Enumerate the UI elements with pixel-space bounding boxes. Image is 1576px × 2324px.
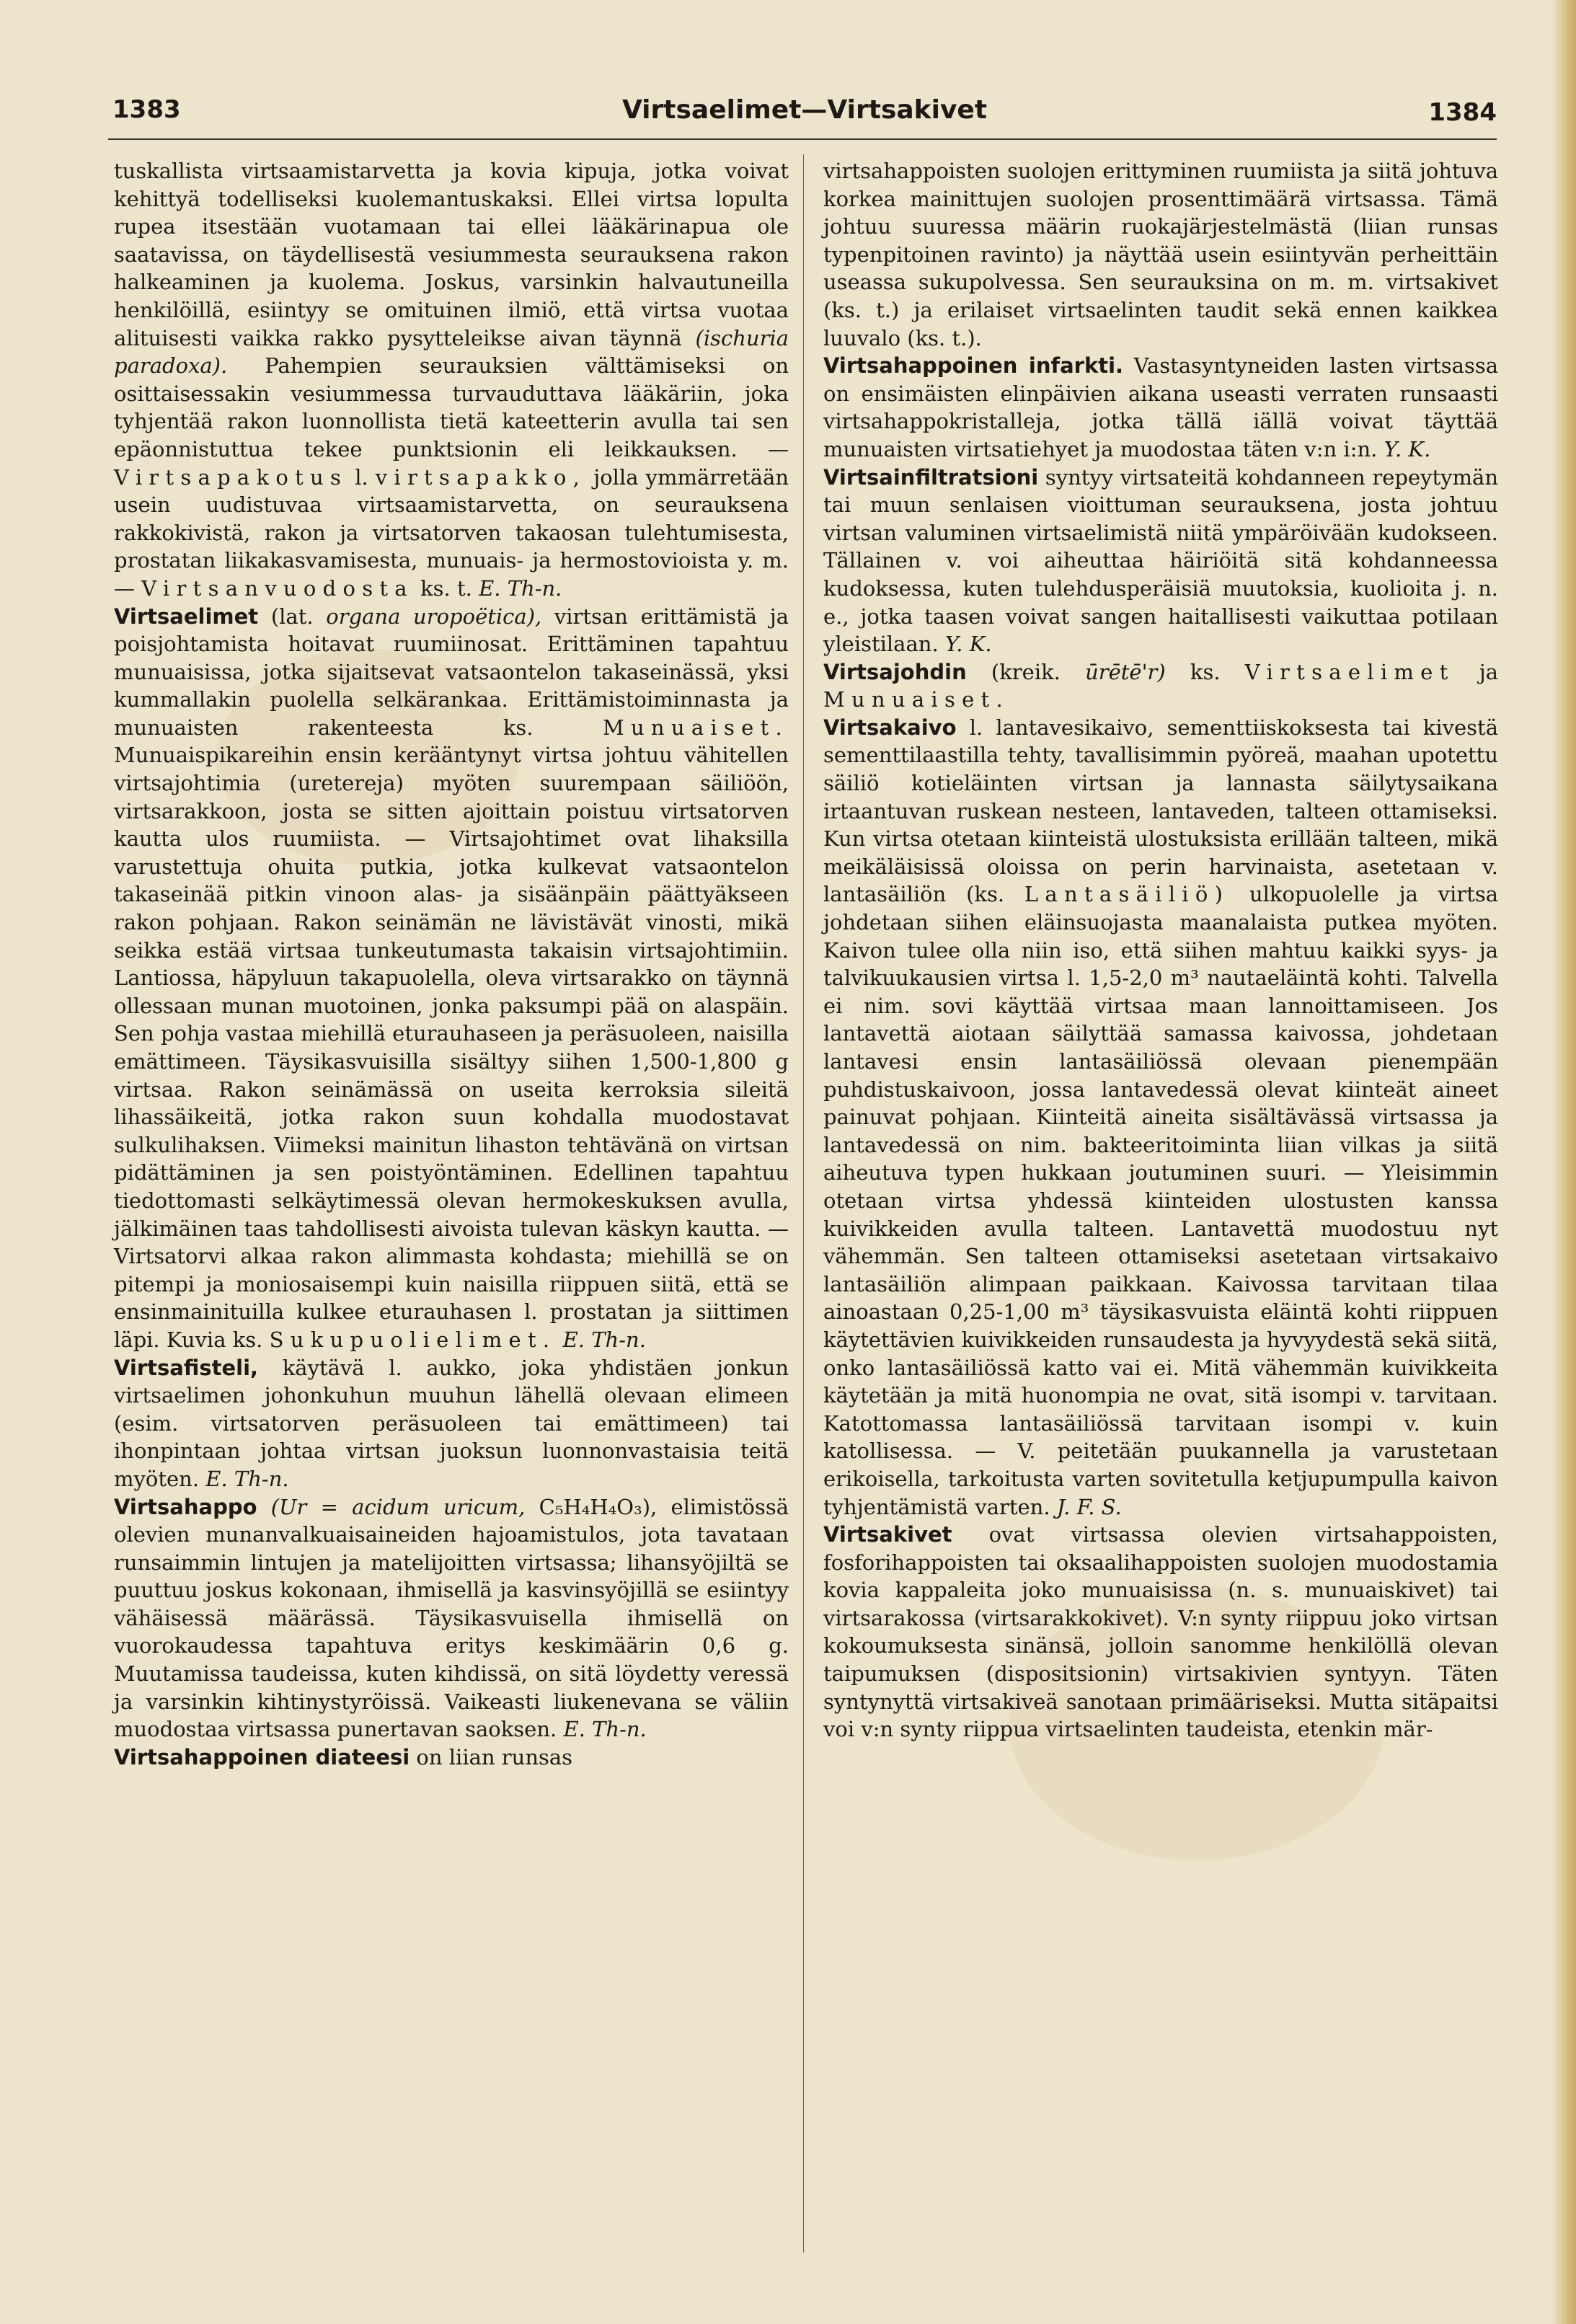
left-column xyxy=(114,157,789,1771)
headword: Virtsajohdin xyxy=(823,659,967,684)
right-column xyxy=(823,157,1498,1744)
left-page-number: 1383 xyxy=(112,95,181,124)
page-edge-shading xyxy=(1551,0,1576,2324)
signature: Y. K. xyxy=(1384,436,1431,461)
signature: E. Th-n. xyxy=(563,1717,647,1742)
headword: Virtsainfiltratsioni xyxy=(823,464,1039,490)
entry-virtsahappoinen-diateesi: Virtsahappoinen diateesi on liian runsas xyxy=(114,1744,573,1769)
headword: Virtsahappoinen diateesi xyxy=(114,1744,410,1769)
entry-virtsahappoinen-infarkti: Virtsahappoinen infarkti. Vastasyntyneiden lasten virtsassa on ensimäisten elinpäivien aikana useasti verraten runsaasti virtsahappokristalleja, jotka tällä iällä voivat täyttää munuaisten virtsatiehyet ja muodostaa täten v:n i:n. Y. K. xyxy=(823,353,1499,461)
signature: Y. K. xyxy=(944,632,992,657)
entry-virtsaelimet: Virtsaelimet (lat. organa uropoëtica), virtsan erittämistä ja poisjohtamista hoitavat ruumiinosat. Erittäminen tapahtuu munuaisissa, jotka sijaitsevat vatsaontelon takaseinässä, yksi kummallakin puolella selkärankaa. Erittämistoiminnasta ja munuaisten rakenteesta ks. Munuaiset. Munuaispikareihin ensin kerääntynyt virtsa johtuu vähitellen virtsajohtimia (uretereja) myöten suurempaan säiliöön, virtsarakkoon, josta se sitten ajoittain poistuu virtsatorven kautta ulos ruumiista. — Virtsajohtimet ovat lihaksilla varustettuja ohuita putkia, jotka kulkevat vatsaontelon takaseinää pitkin vinoon alas- ja sisäänpäin päättyäkseen rakon pohjaan. Rakon seinämän ne lävistävät vinosti, mikä seikka estää virtsaa tunkeutumasta takaisin virtsajohtimiin. Lantiossa, häpyluun takapuolella, oleva virtsarakko on täynnä ollessaan munan muotoinen, jonka paksumpi pää on alaspäin. Sen pohja vastaa miehillä eturauhaseen ja peräsuoleen, naisilla emättimeen. Täysikasvuisilla sisältyy siihen 1,500-1,800 g virtsaa. Rakon seinämässä on useita kerroksia sileitä lihassäikeitä, jotka rakon suun kohdalla muodostavat sulkulihaksen. Viimeksi mainitun lihaston tehtävänä on virtsan pidättäminen ja sen poistyöntäminen. Edellinen tapahtuu tiedottomasti selkäytimessä olevan hermokeskuksen avulla, jälkimäinen taas tahdollisesti aivoista tulevan käskyn kautta. — Virtsatorvi alkaa rakon alimmasta kohdasta; miehillä se on pitempi ja moniosaisempi kuin naisilla riippuen siitä, että se ensinmainituilla kulkee eturauhasen l. prostatan ja siittimen läpi. Kuvia ks. Sukupuolielimet. E. Th-n. xyxy=(114,604,789,1352)
page-header xyxy=(112,95,1497,138)
headword: Virtsakaivo xyxy=(823,715,957,740)
entry-virtsafisteli: Virtsafisteli, käytävä l. aukko, joka yhdistäen jonkun virtsaelimen johonkuhun muuhun lähellä olevaan elimeen (esim. virtsatorven peräsuoleen tai emättimeen) tai ihonpintaan johtaa virtsan juoksun luonnonvastaisia teitä myöten. E. Th-n. xyxy=(114,1355,789,1491)
running-title: Virtsaelimet—Virtsakivet xyxy=(621,95,988,125)
headword: Virtsakivet xyxy=(823,1522,952,1547)
header-rule xyxy=(108,138,1497,140)
entry-virtsakaivo: Virtsakaivo l. lantavesikaivo, sementtiiskoksesta tai kivestä sementtilaastilla tehty, tavallisimmin pyöreä, maahan upotettu säiliö kotieläinten virtsan ja lannasta säilytysaikana irtaantuvan ruskean nesteen, lantaveden, talteen ottamiseksi. Kun virtsa otetaan kiinteistä ulostuksista erillään talteen, mikä meikäläisissä oloissa on perin harvinaista, asetetaan v. lantasäiliön (ks. Lantasäiliö) ulkopuolelle ja virtsa johdetaan siihen eläinsuojasta maanalaista putkea myöten. Kaivon tulee olla niin iso, että siihen mahtuu kaikki syys- ja talvikuukausien virtsa l. 1,5-2,0 m³ nautaeläintä kohti. Talvella ei nim. sovi käyttää virtsaa maan lannoittamiseen. Jos lantavettä aiotaan säilyttää samassa kaivossa, johdetaan lantavesi ensin lantasäiliössä olevaan pienempään puhdistuskaivoon, jossa lantavedessä olevat kiinteät aineet painuvat pohjaan. Kiinteitä aineita sisältävässä virtsassa ja lantavedessä on nim. bakteeritoiminta liian vilkas ja siitä aiheutuva typen hukkaan joutuminen suuri. — Yleisimmin otetaan virtsa yhdessä kiinteiden ulostusten kanssa kuivikkeiden avulla talteen. Lantavettä muodostuu nyt vähemmän. Sen talteen ottamiseksi asetetaan virtsakaivo lantasäiliön alimpaan paikkaan. Kaivossa tarvitaan tilaa ainoastaan 0,25-1,00 m³ täysikasvuista eläintä kohti riippuen käytettävien kuivikkeiden runsaudesta ja hyvyydestä sekä siitä, onko lantasäiliössä katto vai ei. Mitä vähemmän kuivikkeita käytetään ja mitä huonompia ne ovat, sitä isompi v. tarvitaan. Katottomassa lantasäiliössä tarvitaan isompi v. kuin katollisessa. — V. peitetään puukannella ja varustetaan erikoisella, tarkoitusta varten sovitetulla ketjupumpulla kaivon tyhjentämistä varten. J. F. S. xyxy=(823,715,1498,1519)
column-divider xyxy=(803,154,804,2253)
headword: Virtsafisteli, xyxy=(114,1355,259,1380)
entry-virtsaumpi-continued: tuskallista virtsaamistarvetta ja kovia kipuja, jotka voivat kehittyä todelliseksi kuolemantuskaksi. Ellei virtsa lopulta rupea itsestään vuotamaan tai ellei lääkärinapua ole saatavissa, on täydellisestä vesiummesta seurauksena rakon halkeaminen ja kuolema. Joskus, varsinkin halvautuneilla henkilöillä, esiintyy se omituinen ilmiö, että virtsa vuotaa alituisesti vaikka rakko pysytteleikse aivan täynnä (ischuria paradoxa). Pahempien seurauksien välttämiseksi on osittaisessakin vesiummessa turvauduttava lääkäriin, joka tyhjentää rakon luonnollista tietä kateetterin avulla tai sen epäonnistuttua tekee punktsionin eli leikkauksen. — Virtsapakotus l. virtsapakko, jolla ymmärretään usein uudistuvaa virtsaamistarvetta, on seurauksena rakkokivistä, rakon ja virtsatorven takaosan tulehtumisesta, prostatan liikakasvamisesta, munuais- ja hermostovioista y. m. — Virtsanvuodosta ks. t. E. Th-n. xyxy=(114,159,789,601)
entry-virtsajohdin: Virtsajohdin (kreik. ūrētē'r) ks. Virtsaelimet ja Munuaiset. xyxy=(823,659,1499,712)
headword: Virtsahappoinen infarkti. xyxy=(823,353,1124,379)
right-page-number: 1384 xyxy=(1428,98,1497,127)
signature: E. Th-n. xyxy=(562,1327,646,1352)
signature: J. F. S. xyxy=(1056,1494,1122,1519)
signature: E. Th-n. xyxy=(205,1466,289,1491)
headword: Virtsahappo xyxy=(114,1494,257,1519)
headword: Virtsaelimet xyxy=(114,604,259,629)
signature: E. Th-n. xyxy=(479,575,562,601)
entry-virtsakivet: Virtsakivet ovat virtsassa olevien virtsahappoisten, fosforihappoisten tai oksaalihappoisten suolojen muodostamia kovia kappaleita joko munuaisissa (n. s. munuaiskivet) tai virtsarakossa (virtsarakkokivet). V:n synty riippuu joko virtsan kokoumuksesta sinänsä, jolloin sanomme henkilöllä olevan taipumuksen (dispositsionin) virtsakivien syntyyn. Täten syntynyttä virtsakiveä sanotaan primääriseksi. Mutta sitäpaitsi voi v:n synty riippua virtsaelinten taudeista, etenkin mär- xyxy=(823,1522,1498,1742)
entry-virtsainfiltratsioni: Virtsainfiltratsioni syntyy virtsateitä kohdanneen repeytymän tai muun senlaisen vioittuman seurauksena, josta johtuu virtsan valuminen virtsaelimistä niitä ympäröivään kudokseen. Tällainen v. voi aiheuttaa häiriöitä sitä kohdanneessa kudoksessa, kuten tulehdusperäisiä muutoksia, kuolioita j. n. e., jotka taasen voivat sangen haitallisesti vaikuttaa potilaan yleistilaan. Y. K. xyxy=(823,464,1498,657)
entry-virtsahappo: Virtsahappo (Ur = acidum uricum, C₅H₄H₄O₃), elimistössä olevien munanvalkuaisaineiden hajoamistulos, jota tavataan runsaimmin lintujen ja matelijoitten virtsassa; lihansyöjiltä se puuttuu joskus kokonaan, ihmisellä ja kasvinsyöjillä se esiintyy vähäisessä määrässä. Täysikasvuisella ihmisellä on vuorokaudessa tapahtuva eritys keskimäärin 0,6 g. Muutamissa taudeissa, kuten kihdissä, on sitä löydetty veressä ja varsinkin kihtinystyröissä. Vaikeasti liukenevana se väliin muodostaa virtsassa punertavan saoksen. E. Th-n. xyxy=(114,1494,789,1742)
entry-diateesi-continued: virtsahappoisten suolojen erittyminen ruumiista ja siitä johtuva korkea mainittujen suolojen prosenttimäärä virtsassa. Tämä johtuu suuressa määrin ruokajärjestelmästä (liian runsas typenpitoinen ravinto) ja näyttää usein esiintyvän perheittäin useassa sukupolvessa. Sen seurauksina on m. m. virtsakivet (ks. t.) ja erilaiset virtsaelinten taudit sekä ennen kaikkea luuvalo (ks. t.). xyxy=(823,159,1498,350)
